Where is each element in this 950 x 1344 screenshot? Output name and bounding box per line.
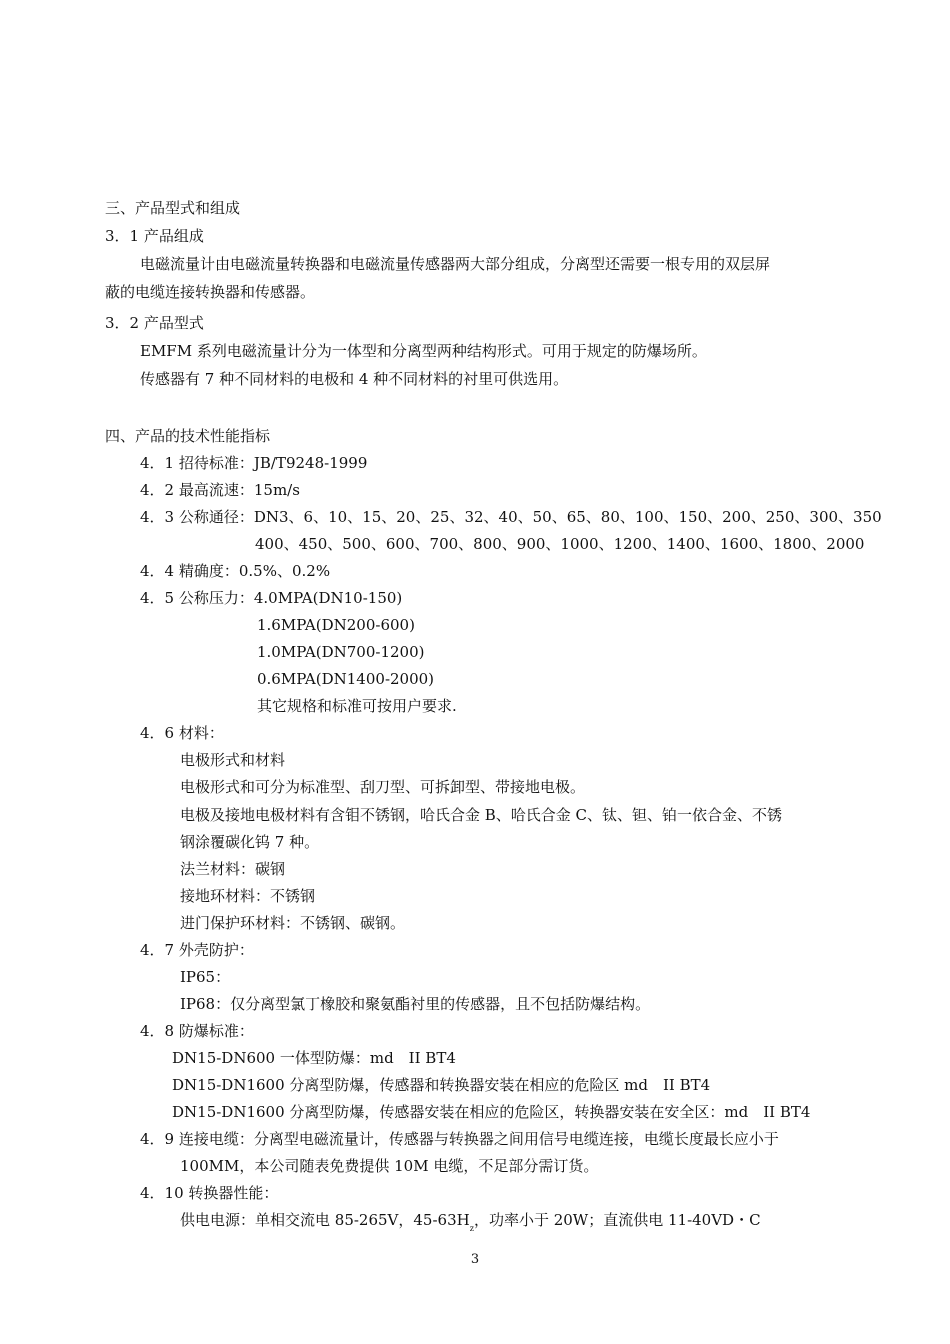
spec-subitem: 电极形式和材料 [180,751,286,769]
spec-item: 4．4 精确度：0.5%、0.2% [140,562,331,580]
spec-item: 4．7 外壳防护： [140,941,254,959]
spec-item-continuation: 1.6MPA(DN200-600) [257,616,415,634]
spec-item-continuation: 400、450、500、600、700、800、900、1000、1200、1400、1600、1800、2000 [255,535,865,553]
section-3-heading: 三、产品型式和组成 [105,199,241,217]
section-4-heading: 四、产品的技术性能指标 [105,427,271,445]
spec-subitem: 法兰材料：碳钢 [180,860,286,878]
power-supply-text: 供电电源：单相交流电 85-265V，45-63H [180,1211,470,1229]
page-number: 3 [470,1252,480,1267]
spec-subitem: 进门保护环材料：不锈钢、碳钢。 [180,914,406,932]
spec-subitem: DN15-DN1600 分离型防爆，传感器和转换器安装在相应的危险区 md II BT4 [172,1076,711,1094]
spec-subitem: 电极及接地电极材料有含钼不锈钢，哈氏合金 B、哈氏合金 C、钛、钽、铂一依合金、不锈 [180,806,783,824]
spec-item: 4．2 最高流速：15m/s [140,481,300,499]
paragraph-line: 电磁流量计由电磁流量转换器和电磁流量传感器两大部分组成，分离型还需要一根专用的双层屏 [140,255,771,273]
spec-item: 4．3 公称通径：DN3、6、10、15、20、25、32、40、50、65、80、100、150、200、250、300、350 [140,508,882,526]
section-3-2-title: 3．2 产品型式 [105,314,204,332]
power-supply-text-cont: ，功率小于 20W；直流供电 11-40VD・C [473,1211,761,1229]
spec-item: 4．6 材料： [140,724,224,742]
spec-item: 4．5 公称压力：4.0MPA(DN10-150) [140,589,403,607]
spec-item: 4．10 转换器性能： [140,1184,279,1202]
spec-item-continuation: 其它规格和标准可按用户要求. [257,697,457,715]
spec-subitem: 钢涂覆碳化钨 7 种。 [180,833,320,851]
section-3-1-title: 3．1 产品组成 [105,227,204,245]
spec-item-continuation: 1.0MPA(DN700-1200) [257,643,425,661]
spec-subitem: DN15-DN1600 分离型防爆，传感器安装在相应的危险区，转换器安装在安全区：md II BT4 [172,1103,811,1121]
spec-item-continuation: 0.6MPA(DN1400-2000) [257,670,435,688]
spec-subitem: 电极形式和可分为标准型、刮刀型、可拆卸型、带接地电极。 [180,778,586,796]
paragraph-line: 蔽的电缆连接转换器和传感器。 [105,283,316,301]
paragraph-line: 传感器有 7 种不同材料的电极和 4 种不同材料的衬里可供选用。 [140,370,569,388]
paragraph-line: EMFM 系列电磁流量计分为一体型和分离型两种结构形式。可用于规定的防爆场所。 [140,342,707,360]
spec-item-continuation: 100MM，本公司随表免费提供 10M 电缆，不足部分需订货。 [180,1157,599,1175]
hz-subscript: z [469,1224,474,1233]
spec-item: 4．1 招待标准：JB/T9248-1999 [140,454,368,472]
spec-subitem: DN15-DN600 一体型防爆：md II BT4 [172,1049,456,1067]
spec-subitem: IP65： [180,968,231,986]
spec-subitem [180,1210,761,1239]
spec-subitem: 接地环材料：不锈钢 [180,887,316,905]
spec-subitem: IP68：仅分离型氯丁橡胶和聚氨酯衬里的传感器，且不包括防爆结构。 [180,995,651,1013]
spec-item: 4．9 连接电缆：分离型电磁流量计，传感器与转换器之间用信号电缆连接，电缆长度最长应小于 [140,1130,779,1148]
spec-item: 4．8 防爆标准： [140,1022,254,1040]
